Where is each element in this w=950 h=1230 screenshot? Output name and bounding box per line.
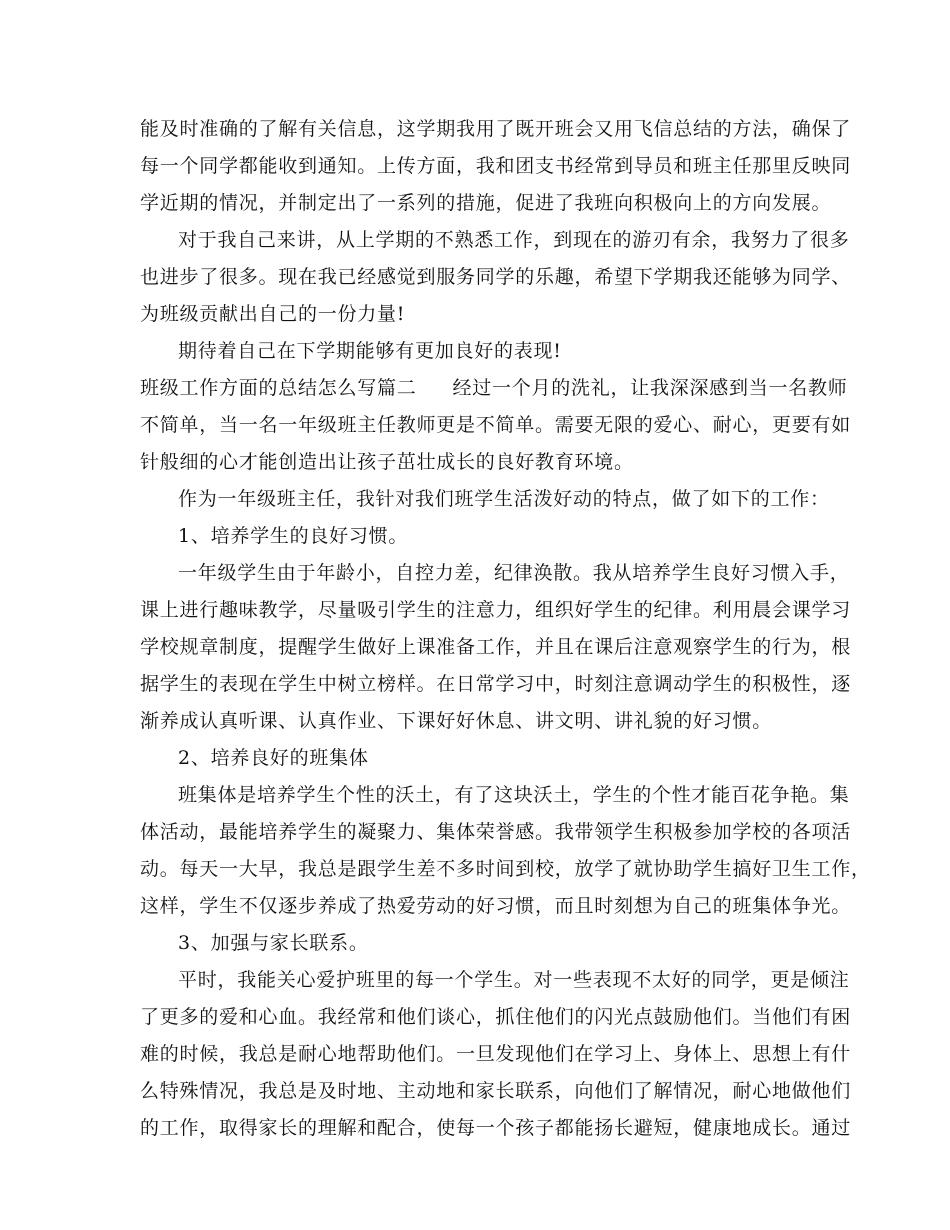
- paragraph-start-line: 班集体是培养学生个性的沃土，有了这块沃土，学生的个性才能百花争艳。集: [178, 784, 850, 806]
- paragraph-start-line: 期待着自己在下学期能够有更加良好的表现!: [178, 340, 562, 362]
- paragraph-start-line: 平时，我能关心爱护班里的每一个学生。对一些表现不太好的同学，更是倾注: [178, 969, 850, 991]
- subheading-line: 3、加强与家长联系。: [178, 932, 369, 954]
- paragraph-start-line: 对于我自己来讲，从上学期的不熟悉工作，到现在的游刃有余，我努力了很多: [178, 229, 850, 251]
- text-line: 据学生的表现在学生中树立榜样。在日常学习中，时刻注意调动学生的积极性，逐: [140, 673, 852, 695]
- section-first-sentence: 经过一个月的洗礼，让我深深感到当一名教师: [452, 377, 848, 399]
- text-line: 针般细的心才能创造出让孩子茁壮成长的良好教育环境。: [140, 451, 634, 473]
- paragraph-start-line: 作为一年级班主任，我针对我们班学生活泼好动的特点，做了如下的工作：: [178, 488, 830, 510]
- text-line: 不简单，当一名一年级班主任教师更是不简单。需要无限的爱心、耐心，更要有如: [140, 414, 852, 436]
- section-heading: 班级工作方面的总结怎么写篇二: [140, 377, 417, 399]
- document-body: [140, 111, 871, 1147]
- text-line: 课上进行趣味教学，尽量吸引学生的注意力，组织好学生的纪律。利用晨会课学习: [140, 599, 852, 621]
- text-line: 么特殊情况，我总是及时地、主动地和家长联系，向他们了解情况，耐心地做他们: [140, 1080, 852, 1102]
- text-line: 动。每天一大早，我总是跟学生差不多时间到校，放学了就协助学生搞好卫生工作，: [140, 858, 871, 880]
- section-heading-line: [140, 370, 848, 407]
- text-line: 这样，学生不仅逐步养成了热爱劳动的好习惯，而且时刻想为自己的班集体争光。: [140, 895, 852, 917]
- text-line: 学近期的情况，并制定出了一系列的措施，促进了我班向积极向上的方向发展。: [140, 192, 832, 214]
- text-line: 每一个同学都能收到通知。上传方面，我和团支书经常到导员和班主任那里反映同: [140, 155, 852, 177]
- subheading-line: 1、培养学生的良好习惯。: [178, 525, 409, 547]
- text-line: 为班级贡献出自己的一份力量!: [140, 303, 406, 325]
- text-line: 体活动，最能培养学生的凝聚力、集体荣誉感。我带领学生积极参加学校的各项活: [140, 821, 852, 843]
- text-line: 也进步了很多。现在我已经感觉到服务同学的乐趣，希望下学期我还能够为同学、: [140, 266, 852, 288]
- text-line: 了更多的爱和心血。我经常和他们谈心，抓住他们的闪光点鼓励他们。当他们有困: [140, 1006, 852, 1028]
- subheading-line: 2、培养良好的班集体: [178, 747, 369, 769]
- text-line: 能及时准确的了解有关信息，这学期我用了既开班会又用飞信总结的方法，确保了: [140, 118, 852, 140]
- text-line: 的工作，取得家长的理解和配合，使每一个孩子都能扬长避短，健康地成长。通过: [140, 1117, 852, 1139]
- text-line: 学校规章制度，提醒学生做好上课准备工作，并且在课后注意观察学生的行为，根: [140, 636, 852, 658]
- paragraph-start-line: 一年级学生由于年龄小，自控力差，纪律涣散。我从培养学生良好习惯入手，: [178, 562, 850, 584]
- text-line: 渐养成认真听课、认真作业、下课好好休息、讲文明、讲礼貌的好习惯。: [140, 710, 773, 732]
- text-line: 难的时候，我总是耐心地帮助他们。一旦发现他们在学习上、身体上、思想上有什: [140, 1043, 852, 1065]
